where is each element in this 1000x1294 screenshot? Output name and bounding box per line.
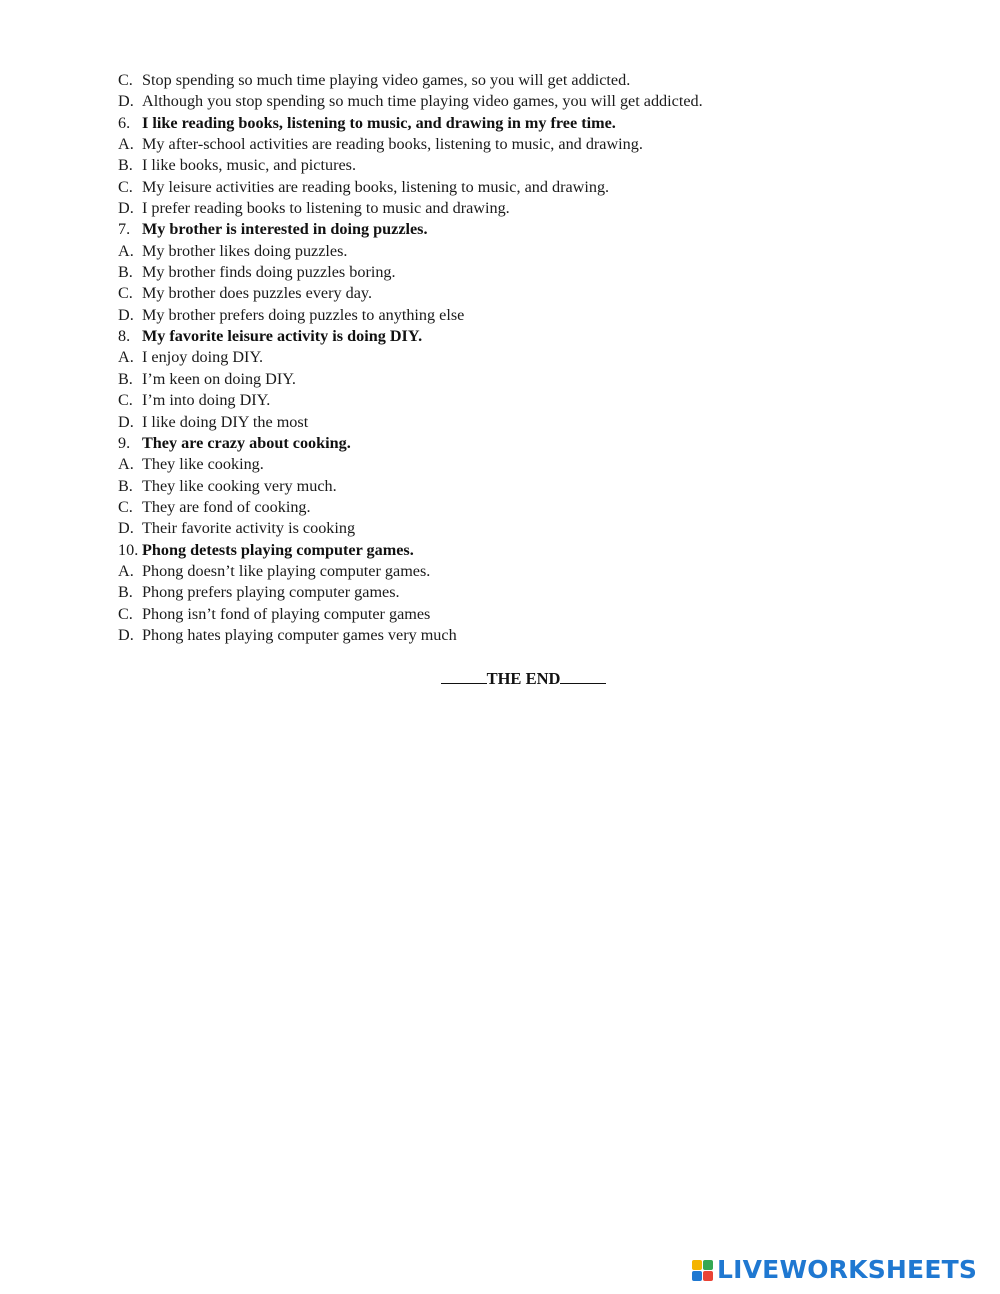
option-letter: D. xyxy=(118,199,134,218)
option-text: Their favorite activity is cooking xyxy=(142,519,356,538)
liveworksheets-logo xyxy=(692,1256,977,1284)
answer-option xyxy=(118,262,938,283)
blank-line-left xyxy=(441,669,487,684)
option-text: My brother does puzzles every day. xyxy=(142,284,372,303)
question-number: 9. xyxy=(118,433,131,452)
option-text: Phong isn’t fond of playing computer games xyxy=(142,604,431,623)
question-text: Phong detests playing computer games. xyxy=(142,540,414,559)
answer-option xyxy=(118,561,938,582)
option-text: My after-school activities are reading books, listening to music, and drawing. xyxy=(142,135,643,154)
question-text: They are crazy about cooking. xyxy=(142,433,351,452)
option-text: My brother prefers doing puzzles to anything else xyxy=(142,305,465,324)
option-letter: A. xyxy=(118,348,134,367)
option-letter: C. xyxy=(118,391,133,410)
option-letter: B. xyxy=(118,583,133,602)
option-text: I like doing DIY the most xyxy=(142,412,309,431)
option-text: My brother likes doing puzzles. xyxy=(142,241,348,260)
option-letter: D. xyxy=(118,519,134,538)
logo-mark-icon xyxy=(692,1260,713,1281)
question-number: 10. xyxy=(118,540,139,559)
question-text: I like reading books, listening to music, and drawing in my free time. xyxy=(142,113,616,132)
worksheet-content xyxy=(118,70,938,646)
option-text: I enjoy doing DIY. xyxy=(142,348,264,367)
option-text: Stop spending so much time playing video games, so you will get addicted. xyxy=(142,71,631,89)
answer-option xyxy=(118,369,938,390)
option-text: Phong prefers playing computer games. xyxy=(142,583,400,602)
option-letter: A. xyxy=(118,135,134,154)
option-letter: A. xyxy=(118,455,134,474)
option-letter: B. xyxy=(118,156,133,175)
answer-option xyxy=(118,390,938,411)
logo-mark-square xyxy=(692,1271,702,1281)
answer-option xyxy=(118,91,938,112)
option-letter: B. xyxy=(118,369,133,388)
answer-option xyxy=(118,412,938,433)
option-letter: D. xyxy=(118,625,134,644)
question-number: 7. xyxy=(118,220,131,239)
option-letter: A. xyxy=(118,241,134,260)
option-letter: D. xyxy=(118,305,134,324)
answer-option xyxy=(118,155,938,176)
answer-option xyxy=(118,582,938,603)
the-end-text: THE END xyxy=(486,669,561,688)
option-letter: C. xyxy=(118,284,133,303)
question-line xyxy=(118,113,938,134)
option-text: My brother finds doing puzzles boring. xyxy=(142,263,396,282)
answer-option xyxy=(118,241,938,262)
option-text: I’m keen on doing DIY. xyxy=(142,369,296,388)
option-text: They like cooking very much. xyxy=(142,476,337,495)
answer-option xyxy=(118,518,938,539)
blank-line-right xyxy=(560,669,606,684)
answer-option xyxy=(118,305,938,326)
the-end-footer xyxy=(0,668,1000,690)
option-text: I like books, music, and pictures. xyxy=(142,156,356,175)
logo-mark-square xyxy=(703,1271,713,1281)
question-text: My favorite leisure activity is doing DIY. xyxy=(142,327,423,346)
option-letter: C. xyxy=(118,497,133,516)
option-text: Phong hates playing computer games very much xyxy=(142,625,457,644)
answer-option xyxy=(118,604,938,625)
logo-mark-square xyxy=(703,1260,713,1270)
option-letter: A. xyxy=(118,561,134,580)
question-text: My brother is interested in doing puzzles. xyxy=(142,220,428,239)
question-number: 6. xyxy=(118,113,131,132)
option-letter: D. xyxy=(118,92,134,111)
question-line xyxy=(118,433,938,454)
answer-option xyxy=(118,454,938,475)
answer-option xyxy=(118,476,938,497)
answer-option xyxy=(118,198,938,219)
question-line xyxy=(118,326,938,347)
option-letter: B. xyxy=(118,263,133,282)
option-text: Phong doesn’t like playing computer games. xyxy=(142,561,431,580)
option-text: They are fond of cooking. xyxy=(142,497,311,516)
answer-option xyxy=(118,283,938,304)
answer-option xyxy=(118,70,938,91)
option-letter: C. xyxy=(118,71,133,89)
answer-option xyxy=(118,177,938,198)
option-letter: B. xyxy=(118,476,133,495)
option-letter: C. xyxy=(118,604,133,623)
answer-option xyxy=(118,497,938,518)
logo-mark-square xyxy=(692,1260,702,1270)
option-letter: C. xyxy=(118,177,133,196)
answer-option xyxy=(118,625,938,646)
option-text: My leisure activities are reading books, listening to music, and drawing. xyxy=(142,177,610,196)
option-text: I’m into doing DIY. xyxy=(142,391,271,410)
logo-text: LIVEWORKSHEETS xyxy=(717,1255,978,1284)
option-text: I prefer reading books to listening to music and drawing. xyxy=(142,199,510,218)
answer-option xyxy=(118,347,938,368)
question-number: 8. xyxy=(118,327,131,346)
option-text: Although you stop spending so much time playing video games, you will get addicted. xyxy=(142,92,703,111)
answer-option xyxy=(118,134,938,155)
option-text: They like cooking. xyxy=(142,455,264,474)
option-letter: D. xyxy=(118,412,134,431)
question-line xyxy=(118,219,938,240)
question-line xyxy=(118,540,938,561)
